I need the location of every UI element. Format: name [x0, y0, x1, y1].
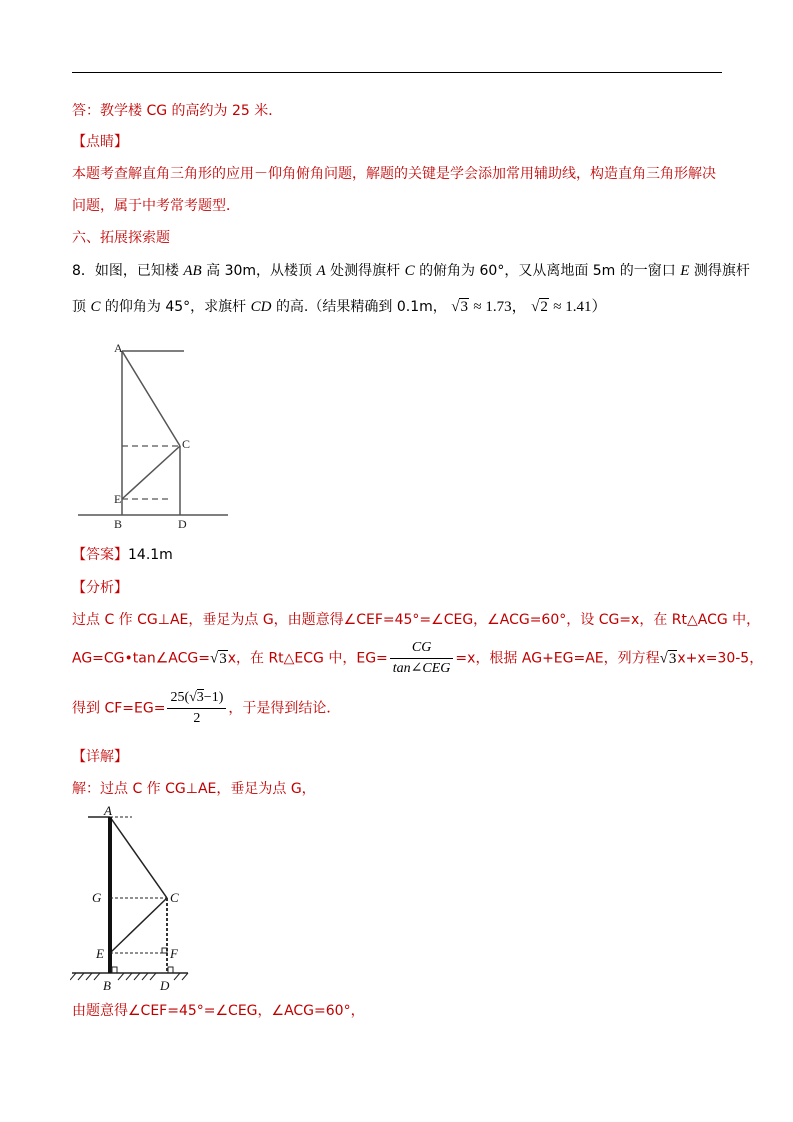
math-cd: CD [250, 299, 272, 315]
segment-ac [110, 817, 167, 898]
approx-value: ≈ 1.41） [553, 299, 607, 315]
problem-line-1 [72, 261, 750, 281]
problem-text: 处测得旗杆 [330, 263, 401, 279]
label-c: C [182, 437, 191, 451]
section-title: 六、拓展探索题 [72, 230, 170, 246]
problem-text: 测得旗杆 [693, 263, 750, 279]
sqrt-3: √3 [659, 650, 677, 667]
math-a: A [316, 263, 326, 279]
answer-value: 14.1m [128, 547, 173, 563]
fraction-cg-over-tan: $\frac{CG}{\text{tan∠CEG}}$ [390, 638, 454, 679]
analysis-text: AG=CG•tan∠ACG= [72, 650, 210, 667]
sqrt-2: √2 [531, 299, 548, 315]
segment-ec [122, 446, 180, 499]
label-e: E [96, 946, 104, 961]
fraction-result: $\frac{25(√3-1)}{2}$ [167, 688, 226, 729]
label-c: C [170, 890, 179, 905]
dianjing-heading: 【点睛】 [72, 134, 128, 150]
detail-heading: 【详解】 [72, 749, 128, 765]
label-d: D [178, 517, 187, 531]
analysis-line-3 [72, 688, 340, 729]
problem-text: 高 30m，从楼顶 [206, 263, 313, 279]
analysis-line-2 [72, 638, 763, 679]
right-angle-b [112, 967, 117, 973]
header-rule [72, 72, 722, 73]
segment-ac [122, 351, 180, 446]
solution-figure [70, 805, 200, 1000]
label-b: B [114, 517, 123, 531]
analysis-text: 得到 CF=EG= [72, 700, 166, 717]
math-c: C [404, 263, 415, 279]
problem-text: 的俯角为 60°，又从离地面 5m 的一窗口 [419, 263, 676, 279]
analysis-text: x，在 Rt△ECG 中，EG= [227, 650, 388, 667]
label-a: A [114, 341, 123, 355]
problem-text: 的仰角为 45°，求旗杆 [104, 299, 247, 315]
analysis-text: =x，根据 AG+EG=AE，列方程 [455, 650, 660, 667]
problem-text: 的高.（结果精确到 0.1m， [275, 299, 447, 315]
segment-ec [110, 898, 167, 953]
approx-value: ≈ 1.73， [473, 299, 527, 315]
math-ab: AB [183, 263, 202, 279]
math-c: C [90, 299, 101, 315]
analysis-heading: 【分析】 [72, 580, 128, 596]
detail-line-1: 解：过点 C 作 CG⊥AE，垂足为点 G， [72, 781, 316, 797]
analysis-line-1: 过点 C 作 CG⊥AE，垂足为点 G，由题意得∠CEF=45°=∠CEG，∠ACG=60°，设 CG=x，在 Rt△ACG 中， [72, 612, 761, 628]
sqrt-3: √3 [451, 299, 468, 315]
answer-row [72, 545, 173, 565]
detail-line-last: 由题意得∠CEF=45°=∠CEG，∠ACG=60°， [72, 1003, 365, 1019]
right-angle-d [168, 967, 173, 973]
label-a: A [104, 805, 112, 818]
dianjing-line-2: 问题，属于中考常考题型． [72, 198, 240, 214]
analysis-text: ，于是得到结论． [228, 700, 341, 717]
analysis-text: x+x=30-5， [677, 650, 764, 667]
problem-figure [70, 335, 240, 535]
dianjing-line-1: 本题考查解直角三角形的应用－仰角俯角问题，解题的关键是学会添加常用辅助线，构造直角三角形解决 [72, 166, 716, 182]
label-f: F [170, 946, 178, 961]
sqrt-3: √3 [209, 650, 227, 667]
math-e: E [680, 263, 690, 279]
ground-hatching [70, 973, 188, 980]
problem-text: 8．如图，已知楼 [72, 263, 179, 279]
answer-heading: 【答案】 [72, 547, 128, 563]
label-d: D [160, 978, 170, 993]
answer-conclusion: 答：教学楼 CG 的高约为 25 米． [72, 103, 283, 119]
label-g: G [92, 890, 102, 905]
problem-text: 顶 [72, 299, 86, 315]
label-e: E [114, 492, 122, 506]
problem-line-2 [72, 297, 607, 317]
label-b: B [103, 978, 111, 993]
